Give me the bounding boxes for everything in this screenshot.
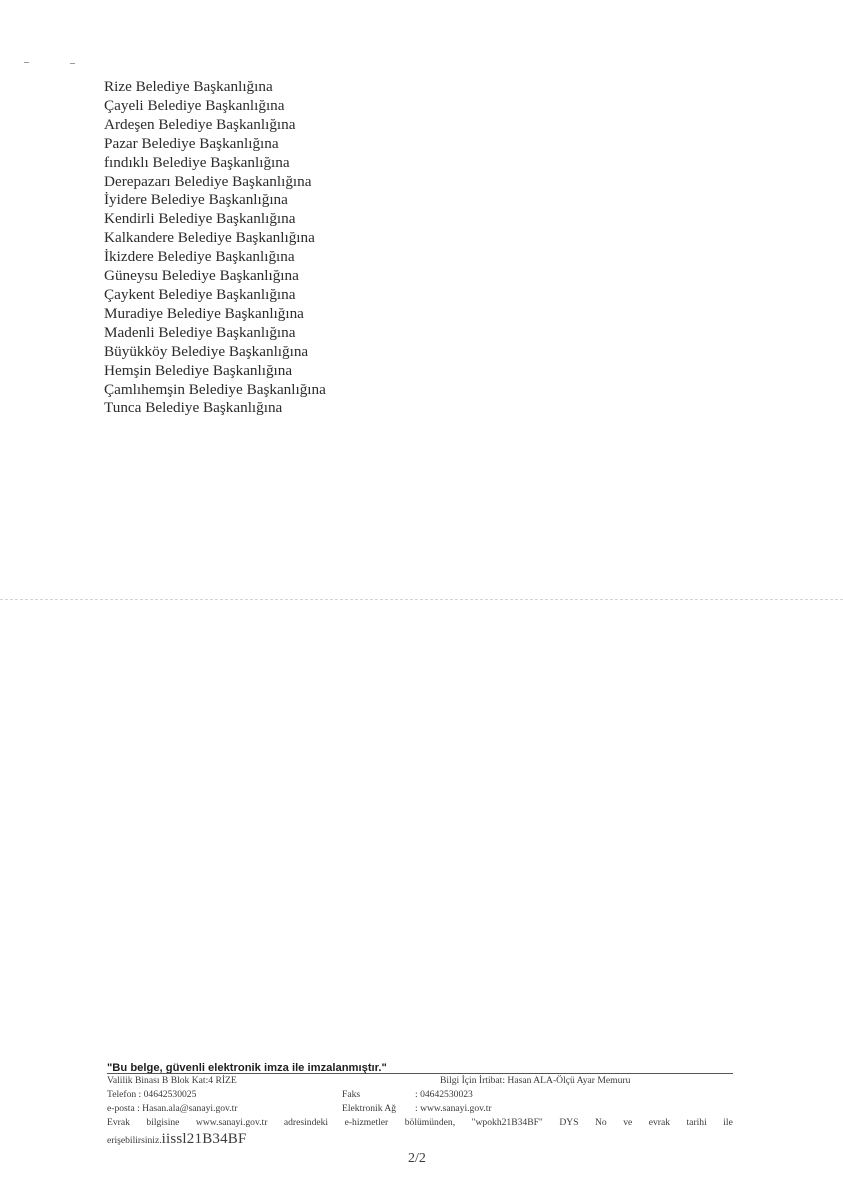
contact-person: Bilgi İçin İrtibat: Hasan ALA-Ölçü Ayar Memuru	[440, 1075, 631, 1086]
recipient-item: Kendirli Belediye Başkanlığına	[104, 210, 296, 228]
verify-word: "wpokh21B34BF"	[471, 1117, 543, 1128]
scan-fold-line	[0, 599, 843, 600]
verify-word: ile	[723, 1117, 733, 1128]
recipient-item: Çayeli Belediye Başkanlığına	[104, 96, 285, 114]
verify-word: Evrak	[107, 1117, 130, 1128]
verify-word: bölümünden,	[404, 1117, 456, 1128]
fax-number: : 04642530023	[415, 1089, 473, 1100]
fax-label: Faks	[342, 1089, 361, 1100]
verify-word: DYS	[559, 1117, 579, 1128]
page-number: 2/2	[408, 1151, 426, 1166]
footer-row-phone	[107, 1089, 733, 1103]
recipient-item: Büyükköy Belediye Başkanlığına	[104, 342, 309, 360]
recipient-item: Hemşin Belediye Başkanlığına	[104, 361, 293, 379]
recipient-list	[104, 78, 326, 418]
recipient-item: Tunca Belediye Başkanlığına	[104, 399, 283, 417]
recipient-item: Derepazarı Belediye Başkanlığına	[104, 172, 312, 190]
network-address: : www.sanayi.gov.tr	[415, 1103, 492, 1114]
recipient-item: Ardeşen Belediye Başkanlığına	[104, 115, 296, 133]
recipient-item: İyidere Belediye Başkanlığına	[104, 191, 288, 209]
recipient-item: Pazar Belediye Başkanlığına	[104, 134, 279, 152]
verify-word: e-hizmetler	[344, 1117, 389, 1128]
recipient-item: Rize Belediye Başkanlığına	[104, 78, 273, 95]
recipient-item: Güneysu Belediye Başkanlığına	[104, 267, 299, 285]
footer-row-address	[107, 1075, 733, 1089]
phone-number: Telefon : 04642530025	[107, 1089, 197, 1100]
verify-line	[107, 1117, 733, 1131]
verify-word: bilgisine	[146, 1117, 180, 1128]
email-address: e-posta : Hasan.ala@sanayi.gov.tr	[107, 1103, 238, 1114]
footer	[107, 1075, 733, 1149]
verify-word: www.sanayi.gov.tr	[195, 1117, 268, 1128]
recipient-item: Muradiye Belediye Başkanlığına	[104, 304, 304, 322]
scan-speck	[24, 62, 29, 63]
recipient-item: Çamlıhemşin Belediye Başkanlığına	[104, 380, 326, 398]
recipient-item: Kalkandere Belediye Başkanlığına	[104, 229, 315, 247]
esign-notice: "Bu belge, güvenli elektronik imza ile imzalanmıştır."	[107, 1062, 387, 1074]
verify-end-text: erişebilirsiniz.	[107, 1135, 162, 1146]
scan-speck	[70, 63, 75, 64]
verify-word: tarihi	[686, 1117, 707, 1128]
footer-row-email	[107, 1103, 733, 1117]
verify-word: adresindeki	[283, 1117, 329, 1128]
network-label: Elektronik Ağ	[342, 1103, 397, 1114]
recipient-item: fındıklı Belediye Başkanlığına	[104, 153, 290, 171]
verify-line-end	[107, 1131, 733, 1149]
recipient-item: İkizdere Belediye Başkanlığına	[104, 248, 295, 266]
footer-divider	[107, 1073, 733, 1074]
recipient-item: Çaykent Belediye Başkanlığına	[104, 285, 296, 303]
verify-word: No	[595, 1117, 607, 1128]
verify-word: evrak	[648, 1117, 671, 1128]
verification-code: iissl21B34BF	[161, 1131, 247, 1147]
verify-word: ve	[623, 1117, 633, 1128]
recipient-item: Madenli Belediye Başkanlığına	[104, 323, 296, 341]
address-text: Valilik Binası B Blok Kat:4 RİZE	[107, 1075, 237, 1086]
